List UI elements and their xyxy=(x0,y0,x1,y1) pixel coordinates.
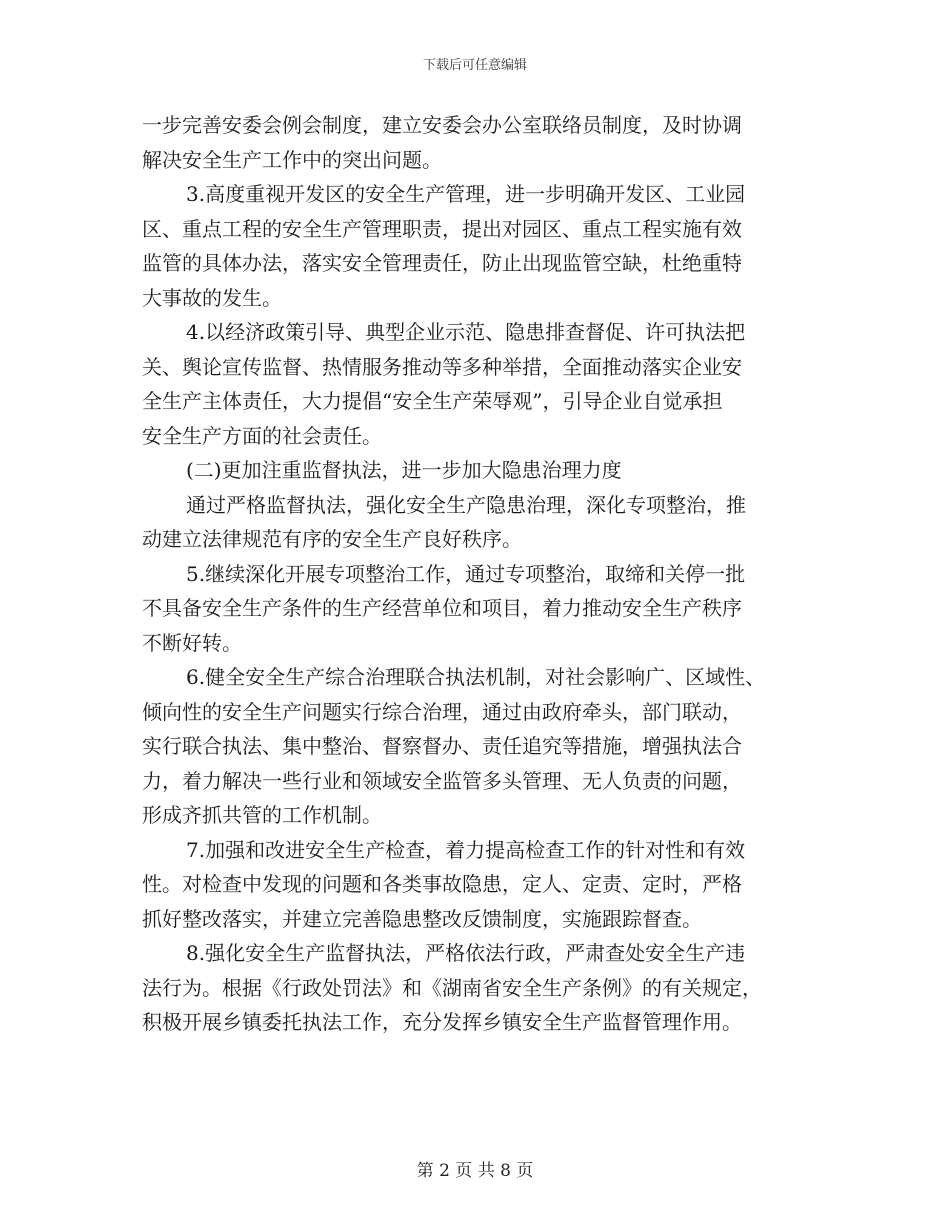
text-line: 监管的具体办法，落实安全管理责任，防止出现监管空缺，杜绝重特 xyxy=(142,251,742,275)
text-line: 倾向性的安全生产问题实行综合治理，通过由政府牵头，部门联动， xyxy=(142,699,742,724)
text-line: 实行联合执法、集中整治、督察督办、责任追究等措施，增强执法合 xyxy=(142,734,742,758)
text-line: 动建立法律规范有序的安全生产良好秩序。 xyxy=(142,527,522,551)
document-body xyxy=(142,108,810,1040)
text-line: 区、重点工程的安全生产管理职责，提出对园区、重点工程实施有效 xyxy=(142,216,742,241)
text-line: 8.强化安全生产监督执法，严格依法行政，严肃查处安全生产违 xyxy=(186,941,746,965)
text-line: 全生产主体责任，大力提倡“安全生产荣辱观”，引导企业自觉承担 xyxy=(142,389,723,413)
text-line: 法行为。根据《行政处罚法》和《湖南省安全生产条例》的有关规定， xyxy=(142,975,762,1000)
text-line: 性。对检查中发现的问题和各类事故隐患，定人、定责、定时，严格 xyxy=(142,872,742,896)
text-line: 不断好转。 xyxy=(142,630,242,655)
text-line: 3.高度重视开发区的安全生产管理，进一步明确开发区、工业园 xyxy=(186,182,746,206)
text-line: 抓好整改落实，并建立完善隐患整改反馈制度，实施跟踪督查。 xyxy=(142,906,702,931)
page-footer: 第 2 页 共 8 页 xyxy=(416,1161,534,1181)
text-line: 力，着力解决一些行业和领域安全监管多头管理、无人负责的问题， xyxy=(142,768,742,793)
text-line: 5.继续深化开展专项整治工作，通过专项整治，取缔和关停一批 xyxy=(186,561,746,586)
text-line: 7.加强和改进安全生产检查，着力提高检查工作的针对性和有效 xyxy=(186,837,746,862)
text-line: 一步完善安委会例会制度，建立安委会办公室联络员制度，及时协调 xyxy=(142,113,742,137)
text-line: 关、舆论宣传监督、热情服务推动等多种举措，全面推动落实企业安 xyxy=(142,354,742,379)
text-line: 形成齐抓共管的工作机制。 xyxy=(142,803,382,827)
text-line: 大事故的发生。 xyxy=(142,285,282,310)
text-line: (二)更加注重监督执法，进一步加大隐患治理力度 xyxy=(186,458,622,482)
text-line: 通过严格监督执法，强化安全生产隐患治理，深化专项整治，推 xyxy=(186,492,746,517)
text-line: 6.健全安全生产综合治理联合执法机制，对社会影响广、区域性、 xyxy=(186,665,766,689)
text-line: 4.以经济政策引导、典型企业示范、隐患排查督促、许可执法把 xyxy=(186,320,746,344)
text-line: 安全生产方面的社会责任。 xyxy=(142,423,382,448)
text-line: 不具备安全生产条件的生产经营单位和项目，着力推动安全生产秩序 xyxy=(142,596,742,620)
text-line: 解决安全生产工作中的突出问题。 xyxy=(142,147,442,172)
page-header: 下载后可任意编辑 xyxy=(422,58,527,73)
text-line: 积极开展乡镇委托执法工作，充分发挥乡镇安全生产监督管理作用。 xyxy=(142,1010,742,1034)
